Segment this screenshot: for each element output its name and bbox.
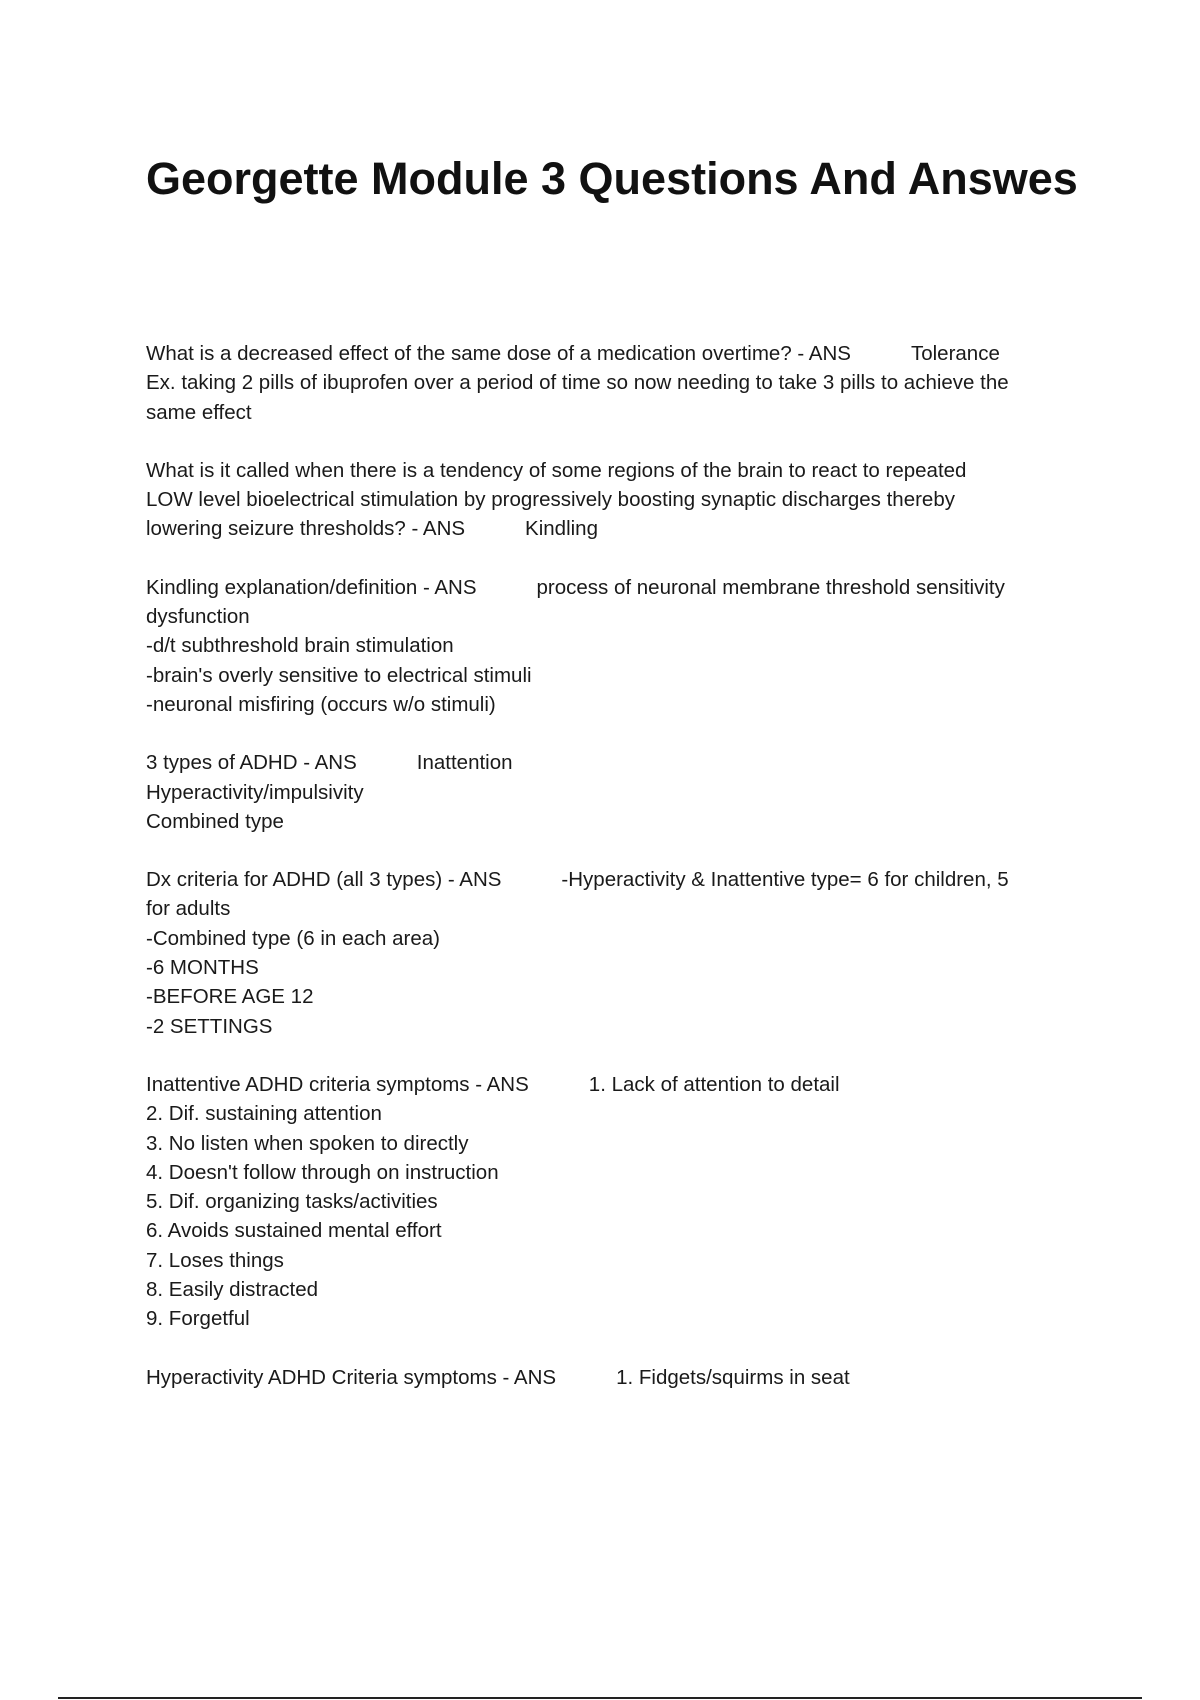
answer-continuation: -BEFORE AGE 12 [146, 985, 314, 1009]
document-page [146, 145, 1096, 1421]
answer-continuation: Hyperactivity/impulsivity [146, 780, 364, 804]
answer-continuation: 4. Doesn't follow through on instruction [146, 1160, 499, 1184]
question-line [146, 514, 1096, 543]
qa-list [146, 339, 1096, 1392]
answer-continuation: 6. Avoids sustained mental effort [146, 1219, 442, 1243]
qa-entry-inattentive-symptoms [146, 1070, 1096, 1334]
question-text: Kindling explanation/definition - ANS [146, 575, 477, 599]
question-text: What is a decreased effect of the same dose of a medication overtime? - ANS [146, 342, 851, 365]
qa-entry-adhd-types [146, 748, 1096, 836]
question-text: Dx criteria for ADHD (all 3 types) - ANS [146, 868, 502, 892]
answer-text: Inattention [416, 751, 513, 775]
answer-continuation: -d/t subthreshold brain stimulation [146, 634, 454, 658]
answer-continuation: 8. Easily distracted [146, 1278, 319, 1302]
answer-text: -Hyperactivity & Inattentive type= 6 for children, 5 [561, 868, 1009, 892]
question-text: lowering seizure thresholds? - ANS [146, 517, 466, 541]
qa-entry-hyperactivity-symptoms [146, 1363, 1096, 1392]
answer-continuation: 5. Dif. organizing tasks/activities [146, 1190, 438, 1214]
answer-continuation: for adults [146, 897, 231, 921]
qa-entry-adhd-dx-criteria [146, 865, 1096, 1041]
answer-continuation: -Combined type (6 in each area) [146, 926, 440, 950]
question-line: What is it called when there is a tendency of some regions of the brain to react to repeated [146, 458, 967, 482]
answer-continuation: 3. No listen when spoken to directly [146, 1131, 469, 1155]
question-text: Inattentive ADHD criteria symptoms - ANS [146, 1072, 529, 1096]
answer-continuation: 2. Dif. sustaining attention [146, 1102, 382, 1126]
question-line [146, 339, 1096, 368]
question-line: LOW level bioelectrical stimulation by progressively boosting synaptic discharges thereby [146, 488, 955, 512]
question-line [146, 1363, 1096, 1392]
answer-continuation: -2 SETTINGS [146, 1014, 273, 1038]
question-text: 3 types of ADHD - ANS [146, 751, 357, 775]
answer-text: Kindling [525, 517, 598, 541]
answer-continuation: 9. Forgetful [146, 1307, 250, 1331]
answer-continuation: Combined type [146, 809, 284, 833]
document-title: Georgette Module 3 Questions And Answes [146, 153, 1078, 204]
answer-text: 1. Lack of attention to detail [588, 1072, 840, 1096]
question-line [146, 1070, 1096, 1099]
question-line [146, 748, 1096, 777]
answer-continuation: -brain's overly sensitive to electrical stimuli [146, 663, 532, 687]
answer-text: process of neuronal membrane threshold sensitivity [536, 575, 1005, 599]
answer-continuation: 7. Loses things [146, 1248, 284, 1272]
question-line [146, 865, 1096, 894]
answer-text: Tolerance [910, 342, 1000, 365]
answer-continuation: -neuronal misfiring (occurs w/o stimuli) [146, 692, 496, 716]
answer-continuation: same effect [146, 400, 252, 424]
answer-text: 1. Fidgets/squirms in seat [616, 1365, 850, 1389]
answer-continuation: dysfunction [146, 605, 250, 629]
qa-entry-kindling [146, 456, 1096, 544]
question-text: Hyperactivity ADHD Criteria symptoms - ANS [146, 1365, 557, 1389]
answer-continuation: Ex. taking 2 pills of ibuprofen over a period of time so now needing to take 3 pills to achieve the [146, 371, 1009, 395]
qa-entry-tolerance [146, 339, 1096, 427]
qa-entry-kindling-definition [146, 573, 1096, 719]
page-bottom-rule [58, 1697, 1142, 1699]
answer-continuation: -6 MONTHS [146, 956, 259, 980]
question-line [146, 573, 1096, 602]
